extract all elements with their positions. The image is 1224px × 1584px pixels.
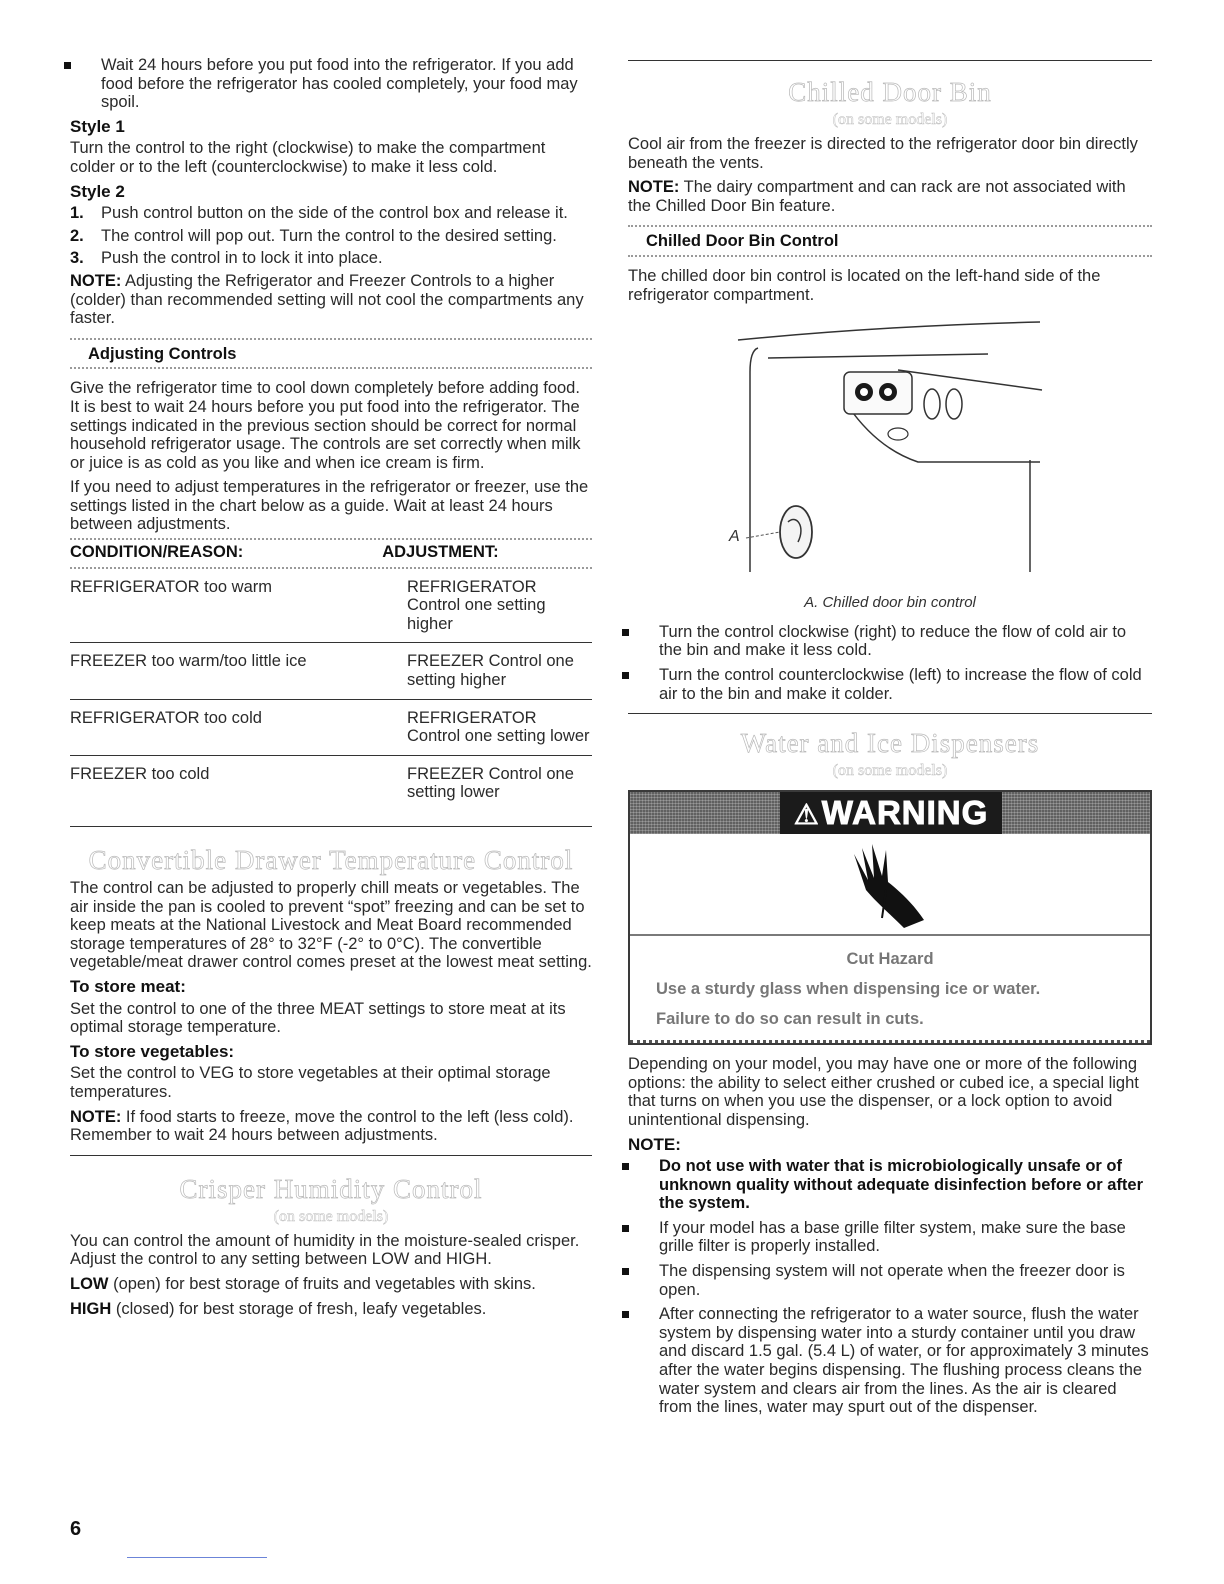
step-text: The control will pop out. Turn the control to the desired setting. — [101, 226, 557, 245]
step-number: 2. — [70, 226, 84, 245]
adjusting-paragraph-1: Give the refrigerator time to cool down completely before adding food. It is best to wait 24 hours before you put food into the refrigerator. The settings indicated in the previous section should be correct for normal household refrigerator usage. The controls are set correctly when milk or juice is as cold as you like and when ice cream is firm. — [70, 379, 581, 472]
warning-line: Use a sturdy glass when dispensing ice or water. — [656, 980, 1041, 999]
condition-cell: REFRIGERATOR too warm — [70, 577, 273, 596]
table-row — [70, 700, 592, 756]
water-ice-title: Water and Ice Dispensers — [740, 728, 1040, 759]
adjustment-cell: REFRIGERATOR Control one setting lower — [407, 708, 590, 746]
chilled-door-bin-title: Chilled Door Bin — [788, 77, 992, 107]
adjusting-controls-heading: Adjusting Controls — [88, 344, 237, 363]
adjusting-paragraph-2: If you need to adjust temperatures in the refrigerator or freezer, use the settings listed in the chart below as a guide. Wait at least 24 hours between adjustments. — [70, 478, 589, 534]
warning-title: Cut Hazard — [846, 950, 934, 969]
divider — [628, 60, 1152, 61]
control-paragraph: The chilled door bin control is located on the left-hand side of the refrigerator compartment. — [628, 266, 1101, 304]
refrigerator-control-illustration — [628, 310, 1152, 590]
depending-paragraph: Depending on your model, you may have one or more of the following options: the ability to select either crushed or cubed ice, a special light that turns on when you use the dispenser, or a lock option to avoid unintentional dispensing. — [628, 1055, 1139, 1129]
table-row — [70, 643, 592, 699]
convertible-drawer-title: Convertible Drawer Temperature Control — [88, 845, 574, 875]
list-item: If your model has a base grille filter system, make sure the base grille filter is properly installed. — [628, 1219, 1152, 1256]
note-heading: NOTE: — [628, 1134, 681, 1154]
table-row — [70, 569, 592, 644]
adjustment-table — [70, 540, 592, 567]
adjustment-cell: FREEZER Control one setting higher — [407, 652, 574, 690]
store-meat-text: Set the control to one of the three MEAT settings to store meat at its optimal storage temperature. — [70, 999, 566, 1037]
note-label: NOTE: — [70, 271, 122, 290]
low-label: LOW — [70, 1274, 109, 1293]
store-vegetables-heading: To store vegetables: — [70, 1041, 235, 1061]
chilled-note: (on some models) — [832, 111, 948, 128]
control-bullets — [628, 623, 1152, 703]
warning-line: Failure to do so can result in cuts. — [656, 1010, 924, 1029]
divider — [628, 255, 1152, 257]
chilled-bin-figure — [628, 310, 1152, 590]
adjustment-cell: FREEZER Control one setting lower — [407, 764, 574, 802]
low-paragraph — [70, 1275, 592, 1294]
divider — [70, 1155, 592, 1156]
left-column — [70, 56, 592, 1324]
crisper-paragraph: You can control the amount of humidity in the moisture-sealed crisper. Adjust the control to any setting between LOW and HIGH. — [70, 1231, 580, 1269]
chilled-paragraph: Cool air from the freezer is directed to the refrigerator door bin directly beneath the vents. — [628, 135, 1138, 172]
note-text: If food starts to freeze, move the control to the left (less cold). Remember to wait 24 hours between adjustments. — [70, 1107, 574, 1145]
style1-heading: Style 1 — [70, 116, 125, 136]
note-paragraph — [628, 178, 1152, 215]
figure-callout-a: A — [729, 528, 740, 546]
hazard-symbol-area — [630, 834, 1150, 936]
warning-message — [630, 936, 1150, 1043]
condition-cell: FREEZER too warm/too little ice — [70, 652, 307, 671]
chilled-bin-control-heading: Chilled Door Bin Control — [646, 232, 839, 251]
page-number: 6 — [70, 1518, 82, 1540]
note-label: NOTE: — [628, 178, 680, 197]
low-text: (open) for best storage of fruits and vegetables with skins. — [108, 1274, 536, 1293]
column-header-adjustment: ADJUSTMENT: — [382, 543, 499, 562]
style1-text: Turn the control to the right (clockwise) to make the compartment colder or to the left (counterclockwise) to make it less cold. — [70, 139, 546, 176]
cut-hand-icon — [842, 840, 932, 930]
note-bullets — [628, 1157, 1152, 1417]
column-header-condition: CONDITION/REASON: — [70, 543, 244, 562]
warning-header — [630, 792, 1150, 834]
warning-label-badge — [780, 792, 1002, 834]
list-item: Turn the control clockwise (right) to reduce the flow of cold air to the bin and make it less cold. — [628, 623, 1152, 660]
step-item — [70, 204, 592, 223]
note-label: NOTE: — [70, 1107, 122, 1126]
divider — [70, 367, 592, 369]
crisper-note: (on some models) — [273, 1207, 389, 1225]
note-text: Adjusting the Refrigerator and Freezer Controls to a higher (colder) than recommended setting will not cool the compartments any faster. — [70, 271, 584, 328]
right-column — [628, 60, 1152, 1423]
store-vegetables-text: Set the control to VEG to store vegetables at their optimal storage temperatures. — [70, 1064, 551, 1101]
condition-cell: REFRIGERATOR too cold — [70, 708, 262, 727]
footer-rule — [127, 1557, 267, 1558]
warning-box — [628, 790, 1152, 1045]
high-text: (closed) for best storage of fresh, leafy vegetables. — [111, 1299, 487, 1318]
water-note: (on some models) — [832, 762, 948, 780]
step-number: 3. — [70, 249, 84, 268]
list-item: The dispensing system will not operate when the freezer door is open. — [628, 1262, 1152, 1299]
step-item — [70, 249, 592, 268]
style2-steps — [70, 204, 592, 268]
condition-cell: FREEZER too cold — [70, 764, 210, 783]
list-item: Do not use with water that is microbiologically unsafe or of unknown quality without adequate disinfection before or after the system. — [628, 1157, 1152, 1213]
convertible-paragraph: The control can be adjusted to properly chill meats or vegetables. The air inside the pan is cooled to prevent “spot” freezing and can be set to keep meats at the National Livestock and Meat Board recommended storage temperatures of 28° to 32°F (-2° to 0°C). The convertible vegetable/meat drawer control comes preset at the lowest meat setting. — [70, 879, 592, 972]
high-paragraph — [70, 1300, 592, 1319]
warning-label: WARNING — [821, 794, 989, 832]
step-number: 1. — [70, 204, 84, 223]
step-item — [70, 227, 592, 246]
list-item: Wait 24 hours before you put food into the refrigerator. If you add food before the refrigerator has cooled completely, your food may spoil. — [70, 56, 592, 112]
list-item: After connecting the refrigerator to a water source, flush the water system by dispensing water into a sturdy container until you draw and discard 1.5 gal. (5.4 L) of water, or for approximately 3 minutes after the water begins dispensing. The flushing process cleans the water system and clears air from the lines. As the air is cleared from the lines, water may spurt out of the dispenser. — [628, 1305, 1152, 1417]
note-paragraph — [70, 272, 592, 328]
adjustment-cell: REFRIGERATOR Control one setting higher — [407, 577, 546, 633]
note-paragraph — [70, 1108, 592, 1145]
divider — [628, 713, 1152, 714]
step-text: Push control button on the side of the control box and release it. — [101, 204, 568, 223]
store-meat-heading: To store meat: — [70, 976, 186, 996]
crisper-humidity-title: Crisper Humidity Control — [179, 1173, 483, 1204]
list-item: Turn the control counterclockwise (left) to increase the flow of cold air to the bin and make it colder. — [628, 666, 1152, 703]
table-header-row — [70, 540, 592, 567]
warning-triangle-icon: ⚠ — [793, 799, 820, 831]
intro-list — [70, 56, 592, 112]
style2-heading: Style 2 — [70, 181, 125, 201]
note-text: The dairy compartment and can rack are not associated with the Chilled Door Bin feature. — [628, 178, 1126, 215]
table-row — [70, 756, 592, 827]
step-text: Push the control in to lock it into place. — [101, 249, 383, 268]
figure-caption: A. Chilled door bin control — [804, 594, 976, 612]
high-label: HIGH — [70, 1299, 112, 1318]
